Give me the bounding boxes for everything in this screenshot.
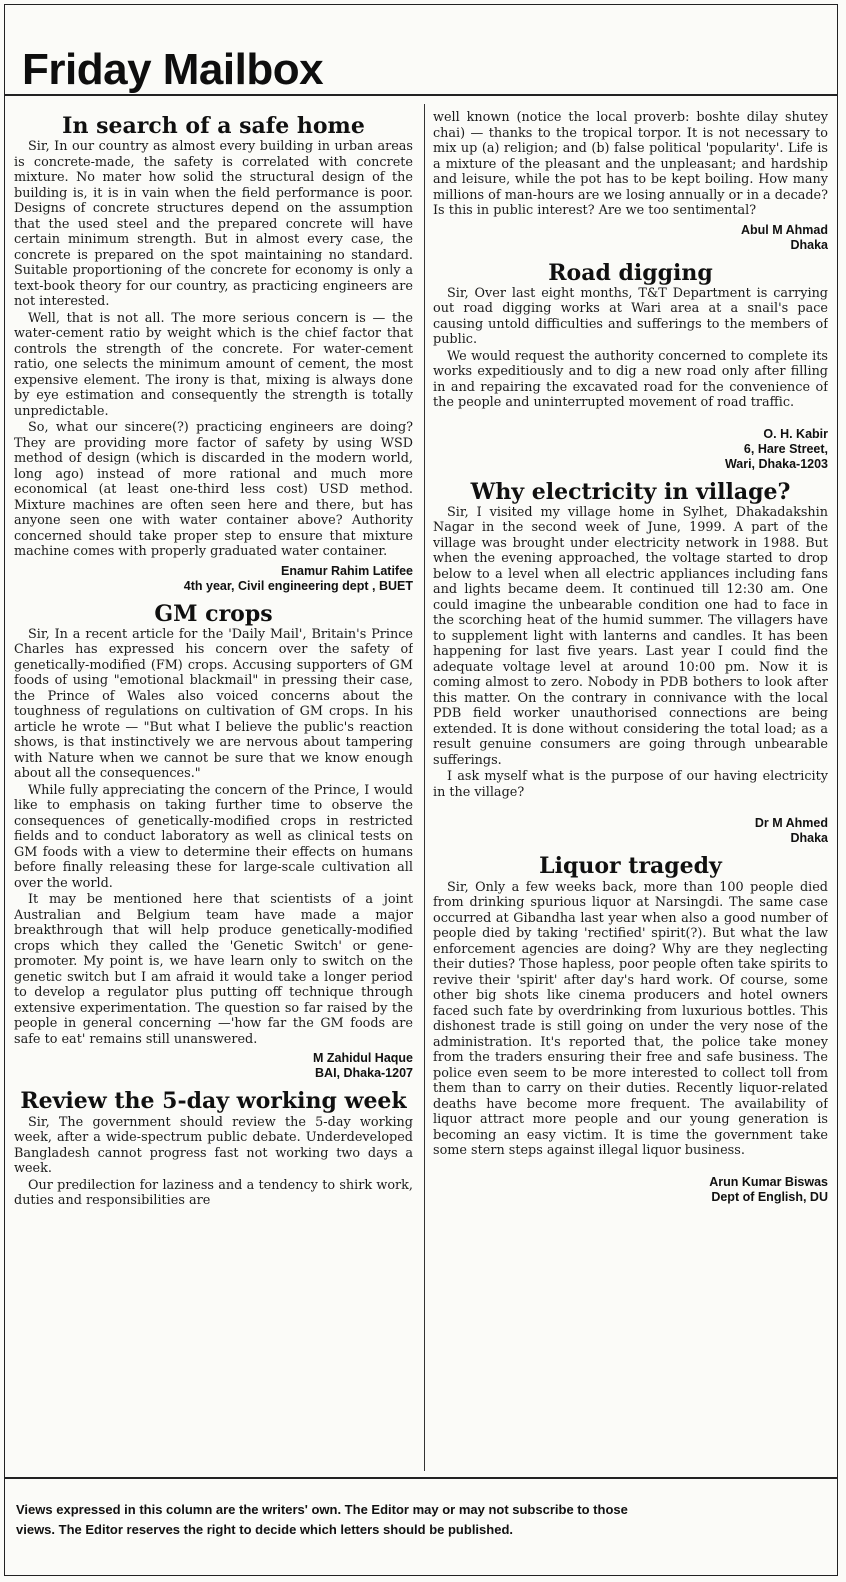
signature-name: Abul M Ahmad	[740, 222, 828, 237]
signature-affiliation: BAI, Dhaka-1207	[315, 1066, 413, 1081]
paragraph: Sir, In a recent article for the 'Daily Mail', Britain's Prince Charles has expressed his concern over the safety of genetically-modified (FM) crops. Accusing supporters of GM foods of using "emotional blackmail" in pressing their case, the Prince of Wales also voiced concerns about the toughness of regulations on cultivation of GM crops. In his article he wrote — "But what I believe the public's reaction shows, is that instinctively we are nervous about tampering with Nature when we cannot be sure that we know enough about all the consequences."	[14, 626, 413, 782]
signature-name: O. H. Kabir	[763, 426, 828, 441]
paragraph: Well, that is not all. The more serious concern is — the water-cement ratio by weight which is the chief factor that controls the strength of the concrete. For water-cement ratio, one selects the minimum amount of cement, the most expensive element. The irony is that, mixing is always done by eye estimation and consequently the strength is totally unpredictable.	[14, 310, 413, 419]
signature-name: Dr M Ahmed	[754, 816, 828, 831]
signature	[433, 223, 828, 253]
signature	[433, 816, 828, 846]
headline: Review the 5-day working week	[20, 1088, 407, 1115]
disclaimer-line: views. The Editor reserves the right to decide which letters should be published.	[16, 1522, 513, 1537]
signature-name: M Zahidul Haque	[313, 1051, 413, 1066]
signature	[433, 1175, 828, 1205]
letter-liquor	[433, 854, 828, 1204]
signature-affiliation: Dhaka	[790, 237, 828, 252]
paragraph: Sir, I visited my village home in Sylhet, Dhakadakshin Nagar in the second week of June, 1999. A part of the village was brought under electricity network in 1988. But when the evening approached, the voltage started to drop below to a level when all electric appliances including fans and lights became deem. It continued till 12:30 am. One could imagine the unbearable condition one had to face in the scorching heat of the humid summer. The villagers have to supplement light with lanterns and candles. It has been happening for last five years. Last year I could find the adequate voltage level at around 10:00 pm. Now it is coming almost to zero. Nobody in PDB bothers to look after this matter. On the contrary in connivance with the local PDB field worker unauthorised connections are being extended. It is done without considering the total load; as a result genuine consumers are going through unbearable sufferings.	[433, 504, 828, 768]
headline: Liquor tragedy	[539, 853, 722, 880]
disclaimer-line: Views expressed in this column are the writers' own. The Editor may or may not subscribe to those	[16, 1502, 628, 1517]
editor-disclaimer	[16, 1500, 816, 1540]
column-divider	[424, 104, 425, 1471]
letter-working-week-continued	[433, 110, 828, 253]
signature	[433, 427, 828, 472]
signature	[14, 564, 413, 594]
signature-affiliation: Dhaka	[790, 831, 828, 846]
paragraph: Sir, In our country as almost every building in urban areas is concrete-made, the safety is correlated with concrete mixture. No mater how solid the structural design of the building is, it is in vain when the field performance is poor. Designs of concrete structures depend on the assumption that the used steel and the prepared concrete will have certain minimum strength. But in almost every case, the concrete is prepared on the spot maintaining no standard. Suitable proportioning of the concrete for economy is only a text-book theory for our country, as practicing engineers are not interested.	[14, 139, 413, 310]
paragraph: Sir, Over last eight months, T&T Department is carrying out road digging works at Wari area at a snail's pace causing untold difficulties and sufferings to the members of public.	[433, 285, 828, 348]
paragraph: We would request the authority concerned to complete its works expeditiously and to dig a new road only after filling in and repairing the excavated road for the convenience of the people and uninterrupted movement of road traffic.	[433, 348, 828, 411]
paragraph: I ask myself what is the purpose of our having electricity in the village?	[433, 769, 828, 800]
paragraph: well known (notice the local proverb: boshte dilay shutey chai) — thanks to the tropical torpor. It is not necessary to mix up (a) religion; and (b) false political 'popularity'. Life is a mixture of the pleasant and the unpleasant; and hardship and leisure, while the pot has to be kept boiling. How many millions of man-hours are we losing annually or in a decade? Is this in public interest? Are we too sentimental?	[433, 110, 828, 218]
footer-rule	[4, 1477, 838, 1479]
paragraph: So, what our sincere(?) practicing engineers are doing? They are providing more factor of safety by using WSD method of design (which is discarded in the modern world, long ago) instead of more rational and much more economical (at least one-third less cost) USD method. Mixture machines are often seen here and there, but has anyone seen one with water container above? Authority concerned should take proper step to ensure that mixture machine comes with properly graduated water container.	[14, 420, 413, 560]
signature-name: Arun Kumar Biswas	[709, 1174, 828, 1189]
signature-affiliation: Wari, Dhaka-1203	[724, 456, 828, 471]
letter-safe-home	[14, 114, 413, 594]
paragraph: It may be mentioned here that scientists of a joint Australian and Belgium team have made a major breakthrough that will help produce genetically-modified crops which they called the 'Genetic Switch' or gene-promoter. My point is, we have learn only to switch on the genetic switch but I am afraid it would take a longer period to develop a regulator plus putting off technique through extensive experimentation. The question so far raised by the people in general concerning —'how far the GM foods are safe to eat' remains still unanswered.	[14, 892, 413, 1047]
signature-name: Enamur Rahim Latifee	[281, 563, 413, 578]
paragraph: Our predilection for laziness and a tendency to shirk work, duties and responsibilities are	[14, 1177, 413, 1209]
letter-electricity	[433, 480, 828, 847]
paragraph: Sir, Only a few weeks back, more than 100 people died from drinking spurious liquor at Narsingdi. The same case occurred at Gibandha last year when also a good number of people died by taking 'rectified' spirit(?). But what the law enforcement agencies are doing? Why are they neglecting their duties? Those hapless, poor people often take spirits to revive their 'spirit' after day's hard work. Of course, some other big shots like cinema producers and hotel owners faced such fate by overdrinking from luxurious bottles. This dishonest trade is still going on under the very nose of the administration. It's reported that, the police take money from the traders ensuring their free and safe business. The police even seem to be more interested to collect toll from them than to carry on their duties. Recently liquor-related deaths have become more frequent. The availability of liquor attract more people and our young generation is becoming an easy victim. It is time the government take some stern steps against illegal liquor business.	[433, 879, 828, 1159]
page-title: Friday Mailbox	[22, 45, 324, 95]
left-column	[14, 104, 413, 1469]
signature-affiliation: Dept of English, DU	[711, 1189, 828, 1204]
paragraph: While fully appreciating the concern of the Prince, I would like to emphasis on taking further time to observe the consequences of genetically-modified crops in restricted fields and to conduct laboratory as well as clinical tests on GM foods with a view to determine their effects on humans before finally releasing these for large-scale cultivation all over the world.	[14, 782, 413, 891]
headline: GM crops	[154, 600, 273, 627]
signature-address: 6, Hare Street,	[743, 441, 828, 456]
signature-affiliation: 4th year, Civil engineering dept , BUET	[183, 578, 413, 593]
right-column	[433, 104, 828, 1469]
headline: In search of a safe home	[62, 113, 365, 139]
letter-working-week	[14, 1089, 413, 1208]
title-rule	[4, 94, 838, 96]
headline: Why electricity in village?	[470, 478, 791, 505]
headline: Road digging	[548, 259, 713, 286]
letter-road-digging	[433, 261, 828, 472]
paragraph: Sir, The government should review the 5-day working week, after a wide-spectrum public debate. Underdeveloped Bangladesh cannot progress fast not working two days a week.	[14, 1114, 413, 1177]
signature	[14, 1051, 413, 1081]
letter-gm-crops	[14, 602, 413, 1082]
